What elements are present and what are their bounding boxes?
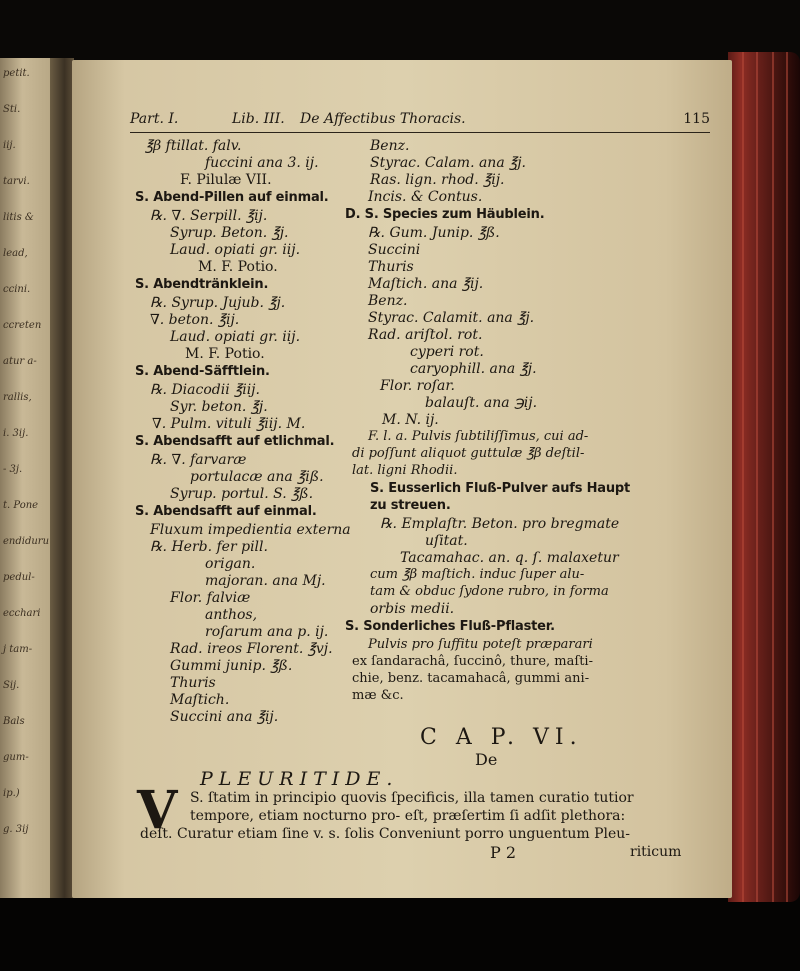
book-fore-edge [728, 52, 800, 902]
recipe-line: Benz. [370, 138, 410, 154]
recipe-line: ℞. Gum. Junip. ℥ß. [368, 225, 500, 241]
recipe-label: S. Abend-Pillen auf einmal. [135, 190, 329, 205]
facing-page-fragment: gum- [3, 752, 29, 763]
recipe-line: Laud. opiati gr. iij. [170, 329, 301, 345]
recipe-line: Succini [368, 242, 421, 258]
recipe-line: F. l. a. Pulvis ſubtiliſſimus, cui ad- [368, 429, 589, 444]
facing-page-fragment: ecchari [3, 608, 41, 619]
recipe-line: Flor. falviæ [170, 590, 251, 606]
recipe-line: lat. ligni Rhodii. [352, 463, 458, 478]
recipe-line: ex ſandarachâ, ſuccinô, thure, maſti- [352, 654, 593, 669]
recipe-line: ℞. Diacodii ℥iij. [150, 382, 260, 398]
facing-page-fragment: lead, [3, 248, 28, 259]
recipe-line: caryophill. ana ℥j. [410, 361, 537, 377]
facing-page-fragment: rallis, [3, 392, 32, 403]
recipe-label: D. S. Species zum Häublein. [345, 207, 545, 222]
recipe-line: Gummi junip. ℥ß. [170, 658, 293, 674]
book-gutter [50, 58, 74, 898]
recipe-line: di poſſunt aliquot guttulæ ℥β deſtil- [352, 446, 585, 461]
recipe-line: cyperi rot. [410, 344, 484, 360]
recipe-line: ℞. Emplaſtr. Beton. pro bregmate [380, 516, 620, 532]
facing-page-fragment: ip.) [3, 788, 20, 799]
recipe-line: M. N. ij. [382, 412, 439, 428]
facing-page-fragment: ccini. [3, 284, 31, 295]
facing-page-fragment: tarvi. [3, 176, 30, 187]
recipe-line: fuccini ana 3. ij. [205, 155, 319, 171]
facing-page-fragment: iij. [3, 140, 16, 151]
recipe-line: M. F. Potio. [198, 259, 278, 275]
facing-page-fragment: j tam- [3, 644, 33, 655]
facing-page-fragment: litis & [3, 212, 34, 223]
recipe-line: ℞. ∇. Serpill. ℥ij. [150, 208, 268, 224]
recipe-label: S. Sonderliches Fluß-Pflaster. [345, 619, 555, 634]
recipe-label: S. Abend-Säfftlein. [135, 364, 270, 379]
recipe-line: uſitat. [425, 533, 468, 549]
head-rule [130, 132, 710, 133]
recipe-label: S. Abendsafft auf etlichmal. [135, 434, 335, 449]
head-title: De Affectibus Thoracis. [300, 111, 466, 127]
recipe-line: Rad. ariſtol. rot. [368, 327, 483, 343]
recipe-line: Tacamahac. an. q. ſ. malaxetur [400, 550, 619, 566]
recipe-line: cum ℥β maſtich. induc ſuper alu- [370, 567, 585, 582]
recipe-line: balauſt. ana ℈ij. [425, 395, 538, 411]
head-liber: Lib. III. [232, 111, 285, 127]
recipe-label: zu streuen. [370, 498, 451, 513]
recipe-line: ∇. Pulm. vituli ℥iij. M. [152, 416, 306, 432]
recipe-line: Syrup. Beton. ℥j. [170, 225, 289, 241]
recipe-line: Benz. [368, 293, 408, 309]
facing-page-fragment: g. 3ij [3, 824, 29, 835]
recipe-line: F. Pilulæ VII. [180, 172, 272, 188]
facing-page-fragment: Bals [3, 716, 25, 727]
recipe-line: Syr. beton. ℥j. [170, 399, 268, 415]
body-line: deſt. Curatur etiam ſine v. s. ſolis Conveniunt porro unguentum Pleu- [140, 826, 631, 842]
facing-page-fragment: i. 3ij. [3, 428, 29, 439]
facing-page-fragment: atur a- [3, 356, 37, 367]
recipe-label: S. Abendtränklein. [135, 277, 269, 292]
chapter-de: De [475, 750, 498, 769]
recipe-line: Syrup. portul. S. ℥ß. [170, 486, 314, 502]
facing-page-fragment: Sti. [3, 104, 21, 115]
recipe-line: ℞. Syrup. Jujub. ℥j. [150, 295, 286, 311]
recipe-line: portulacæ ana ℥iß. [190, 469, 324, 485]
recipe-line: ℞. Herb. fer pill. [150, 539, 268, 555]
recipe-line: Thuris [368, 259, 414, 275]
facing-page-fragment: petit. [3, 68, 30, 79]
recipe-line: tam & obduc ſydone rubro, in forma [370, 584, 609, 599]
recipe-line: Flor. roſar. [380, 378, 455, 394]
recipe-line: Fluxum impedientia externa [150, 522, 351, 538]
chapter-title: PLEURITIDE. [200, 768, 399, 790]
recipe-line: ℥β ftillat. falv. [145, 138, 242, 154]
recipe-line: Maſtich. ana ℥ij. [368, 276, 484, 292]
recipe-line: Styrac. Calam. ana ℥j. [370, 155, 527, 171]
page-number: 115 [683, 111, 710, 127]
catchword: riticum [630, 844, 682, 860]
facing-page-fragment: endiduru [3, 536, 50, 547]
recipe-line: anthos, [205, 607, 258, 623]
recipe-line: Thuris [170, 675, 216, 691]
recipe-line: Incis. & Contus. [368, 189, 483, 205]
background-bottom [0, 888, 800, 971]
chapter-heading: C A P. VI. [420, 725, 583, 750]
recipe-line: ℞. ∇. farvaræ [150, 452, 247, 468]
recipe-line: ∇. beton. ℥ij. [150, 312, 240, 328]
running-head [130, 111, 710, 137]
recipe-line: Laud. opiati gr. iij. [170, 242, 301, 258]
recipe-line: orbis medii. [370, 601, 455, 617]
recipe-label: S. Abendsafft auf einmal. [135, 504, 317, 519]
recipe-line: M. F. Potio. [185, 346, 265, 362]
facing-page-edge [0, 58, 50, 898]
drop-capital: V [137, 780, 178, 841]
recipe-line: Pulvis pro ſuffitu poteſt præparari [368, 637, 593, 652]
body-line: S. ſtatim in principio quovis ſpecificis, illa tamen curatio tutior [190, 790, 634, 806]
recipe-line: Styrac. Calamit. ana ℥j. [368, 310, 535, 326]
recipe-line: Succini ana ℥ij. [170, 709, 279, 725]
facing-page-fragment: pedul- [3, 572, 35, 583]
facing-page-fragment: - 3j. [3, 464, 23, 475]
facing-page-fragment: t. Pone [3, 500, 39, 511]
recipe-line: origan. [205, 556, 256, 572]
recipe-label: S. Eusserlich Fluß-Pulver aufs Haupt [370, 481, 631, 496]
recipe-line: Maſtich. [170, 692, 230, 708]
recipe-line: chie, benz. tacamahacâ, gummi ani- [352, 671, 590, 686]
recipe-line: roſarum ana p. ij. [205, 624, 329, 640]
signature-mark: P 2 [490, 843, 517, 862]
head-part: Part. I. [130, 111, 179, 127]
facing-page-fragment: ccreten [3, 320, 42, 331]
recipe-line: Rad. ireos Florent. ℥vj. [170, 641, 333, 657]
recipe-line: Ras. lign. rhod. ℥ij. [370, 172, 505, 188]
body-line: tempore, etiam nocturno pro- eſt, præſertim ſi adſit plethora: [190, 808, 626, 824]
recipe-line: mæ &c. [352, 688, 404, 703]
recipe-line: majoran. ana Mj. [205, 573, 326, 589]
facing-page-fragment: Sij. [3, 680, 20, 691]
